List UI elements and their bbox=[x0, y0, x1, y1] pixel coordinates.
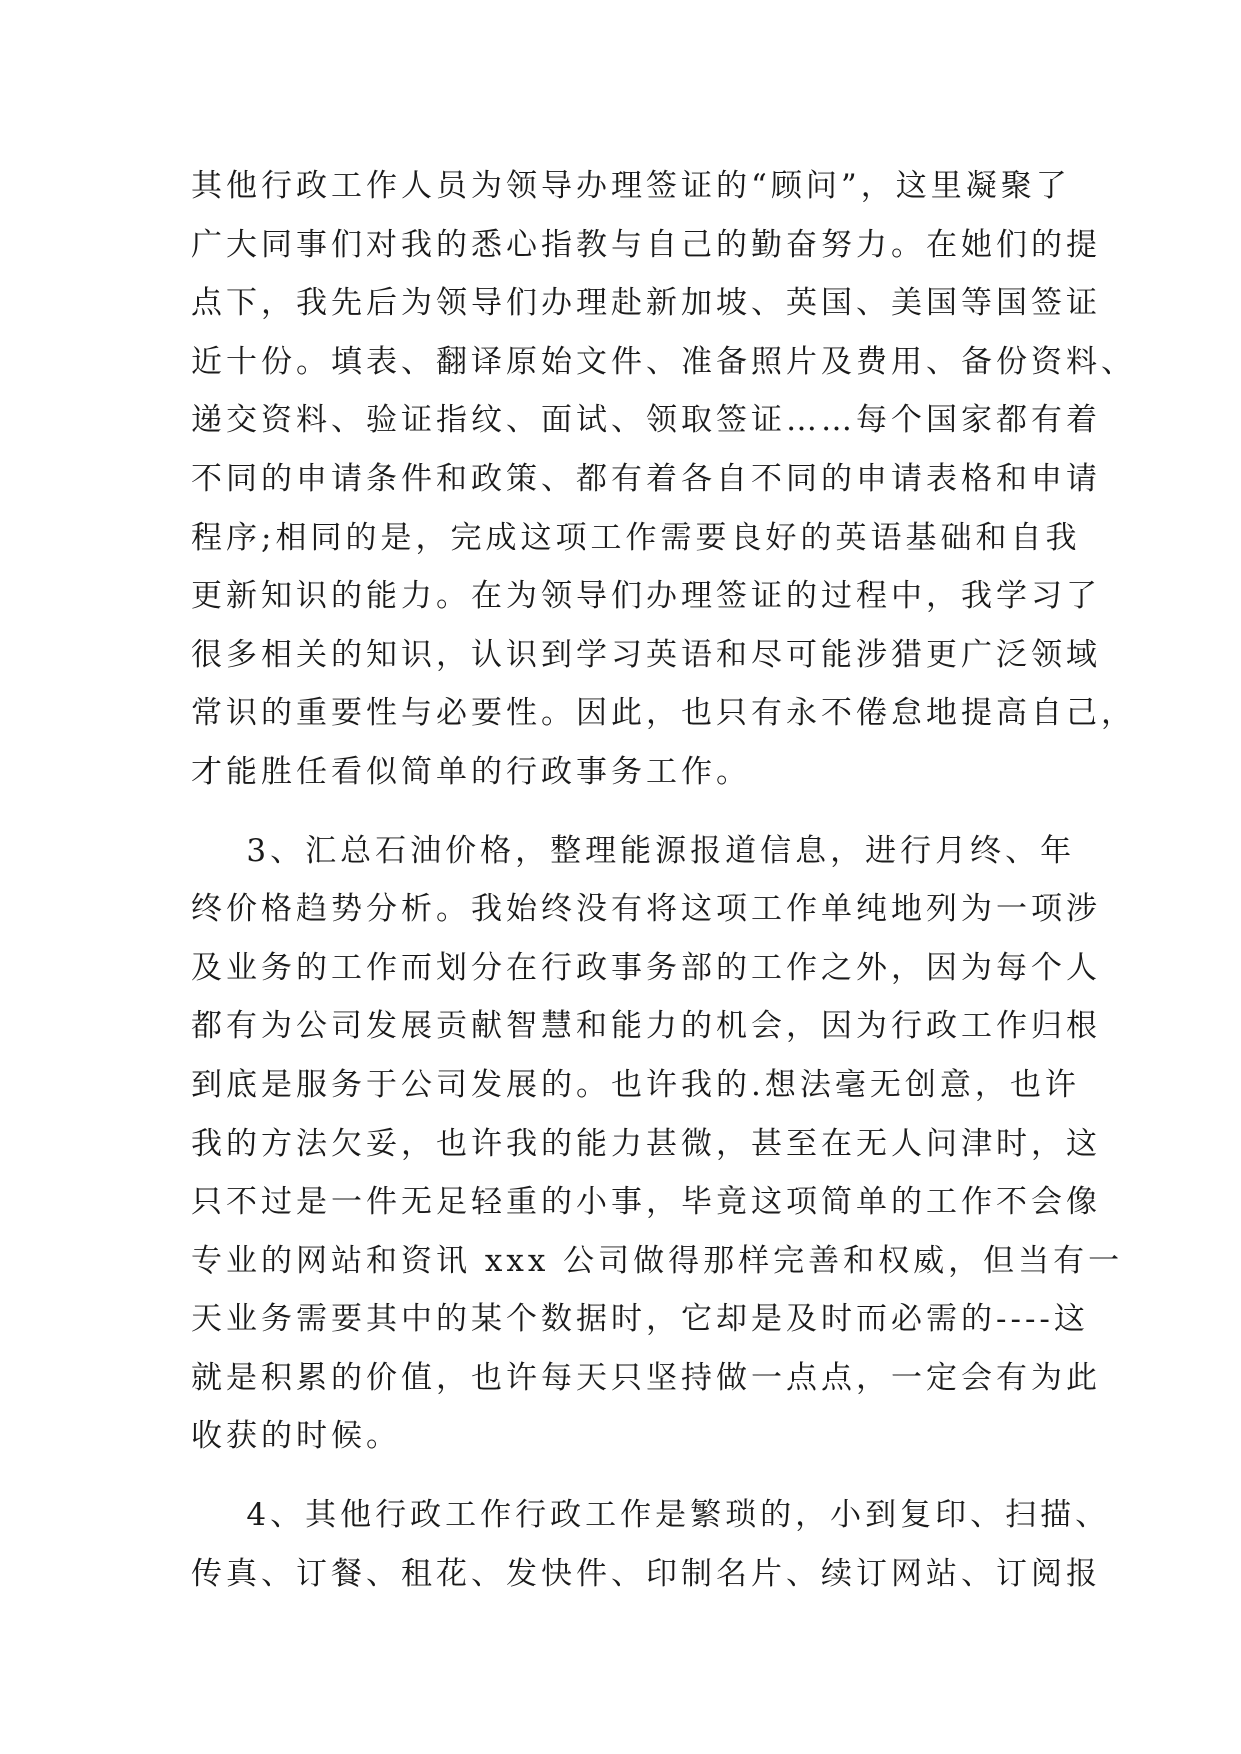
text-line: 及业务的工作而划分在行政事务部的工作之外，因为每个人 bbox=[191, 949, 1101, 986]
text-line: 都有为公司发展贡献智慧和能力的机会，因为行政工作归根 bbox=[191, 1008, 1101, 1045]
text-line: 我的方法欠妥，也许我的能力甚微，甚至在无人问津时，这 bbox=[191, 1125, 1101, 1162]
text-line: 传真、订餐、租花、发快件、印制名片、续订网站、订阅报 bbox=[191, 1555, 1101, 1592]
text-line: 常识的重要性与必要性。因此，也只有永不倦怠地提高自己， bbox=[191, 695, 1136, 732]
text-line: 天业务需要其中的某个数据时，它却是及时而必需的----这 bbox=[191, 1301, 1089, 1338]
text-line: 更新知识的能力。在为领导们办理签证的过程中，我学习了 bbox=[191, 578, 1101, 615]
text-line: 到底是服务于公司发展的。也许我的.想法毫无创意，也许 bbox=[191, 1066, 1080, 1103]
text-line: 才能胜任看似简单的行政事务工作。 bbox=[191, 753, 751, 790]
text-line: 专业的网站和资讯 xxx 公司做得那样完善和权威，但当有一 bbox=[191, 1242, 1124, 1279]
text-line: 其他行政工作人员为领导办理签证的“顾问”，这里凝聚了 bbox=[191, 168, 1071, 204]
text-line: 程序;相同的是，完成这项工作需要良好的英语基础和自我 bbox=[191, 519, 1081, 556]
text-line: 很多相关的知识，认识到学习英语和尽可能涉猎更广泛领域 bbox=[191, 636, 1101, 673]
text-line: 终价格趋势分析。我始终没有将这项工作单纯地列为一项涉 bbox=[191, 891, 1101, 928]
text-line: 只不过是一件无足轻重的小事，毕竟这项简单的工作不会像 bbox=[191, 1184, 1101, 1221]
paragraph-3-first-line: 3、汇总石油价格，整理能源报道信息，进行月终、年 bbox=[191, 832, 1076, 869]
text-line: 广大同事们对我的悉心指教与自己的勤奋努力。在她们的提 bbox=[191, 226, 1101, 263]
text-line: 不同的申请条件和政策、都有着各自不同的申请表格和申请 bbox=[191, 460, 1101, 497]
paragraph-4-first-line: 4、其他行政工作行政工作是繁琐的，小到复印、扫描、 bbox=[191, 1497, 1111, 1534]
document-body bbox=[191, 157, 1136, 1603]
text-line: 点下，我先后为领导们办理赴新加坡、英国、美国等国签证 bbox=[191, 285, 1101, 322]
text-line: 递交资料、验证指纹、面试、领取签证……每个国家都有着 bbox=[191, 402, 1101, 439]
text-line: 近十份。填表、翻译原始文件、准备照片及费用、备份资料、 bbox=[191, 343, 1136, 380]
text-line: 收获的时候。 bbox=[191, 1418, 401, 1455]
text-line: 就是积累的价值，也许每天只坚持做一点点，一定会有为此 bbox=[191, 1359, 1101, 1396]
